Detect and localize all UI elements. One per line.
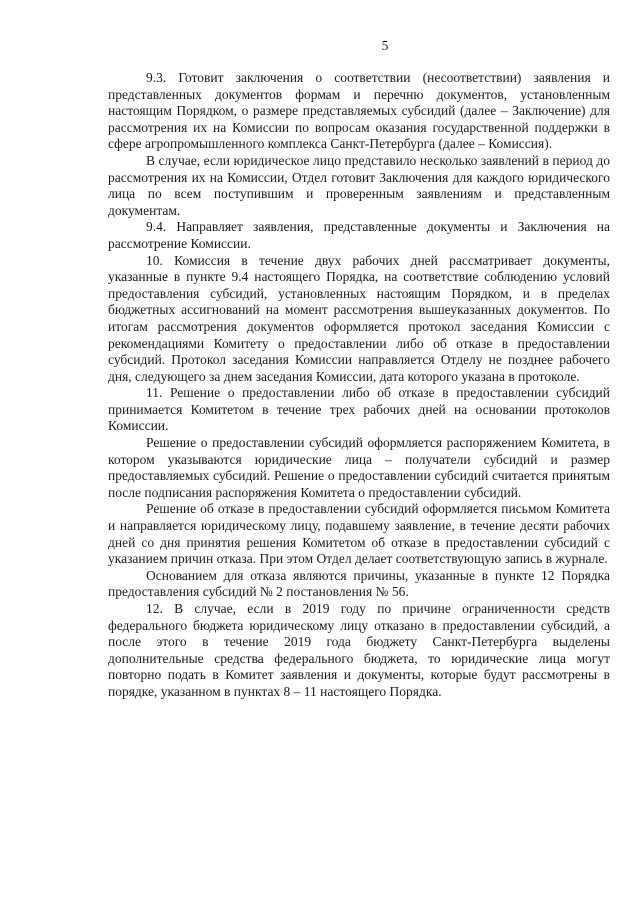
paragraph-refusal-grounds: Основанием для отказа являются причины, указанные в пункте 12 Порядка предоставления субсидий № 2 постановления № 56.	[108, 567, 610, 600]
paragraph-multiple-applications: В случае, если юридическое лицо представило несколько заявлений в период до рассмотрения их на Комиссии, Отдел готовит Заключения для каждого юридического лица по всем поступившим и проверенным заявлениям и представленным документам.	[108, 152, 610, 218]
paragraph-10: 10. Комиссия в течение двух рабочих дней рассматривает документы, указанные в пункте 9.4 настоящего Порядка, на соответствие соблюдению условий предоставления субсидий, установленных настоящим Порядком, и в пределах бюджетных ассигнований на момент рассмотрения вышеуказанных документов. По итогам рассмотрения документов оформляется протокол заседания Комиссии с рекомендациями Комитету о предоставлении либо об отказе в предоставлении субсидий. Протокол заседания Комиссии направляется Отделу не позднее рабочего дня, следующего за днем заседания Комиссии, дата которого указана в протоколе.	[108, 252, 610, 384]
page-number: 5	[381, 38, 389, 53]
paragraph-12: 12. В случае, если в 2019 году по причине ограниченности средств федерального бюджета юридическому лицу отказано в предоставлении субсидий, а после этого в течение 2019 года бюджету Санкт-Петербурга выделены дополнительные средства федерального бюджета, то юридические лица могут повторно подать в Комитет заявления и документы, которые будут рассмотрены в порядке, указанном в пунктах 8 – 11 настоящего Порядка.	[108, 601, 610, 699]
paragraph-9-4: 9.4. Направляет заявления, представленные документы и Заключения на рассмотрение Комиссии.	[108, 219, 610, 251]
paragraph-11: 11. Решение о предоставлении либо об отказе в предоставлении субсидий принимается Комитетом в течение трех рабочих дней на основании протоколов Комиссии.	[108, 385, 610, 434]
paragraph-9-3: 9.3. Готовит заключения о соответствии (несоответствии) заявления и представленных документов формам и перечню документов, установленным настоящим Порядком, о размере представляемых субсидий (далее – Заключение) для рассмотрения их на Комиссии по вопросам оказания государственной поддержки в сфере агропромышленного комплекса Санкт-Петербурга (далее – Комиссия).	[108, 70, 610, 152]
paragraph-refusal-decision: Решение об отказе в предоставлении субсидий оформляется письмом Комитета и направляется юридическому лицу, подавшему заявление, в течение десяти рабочих дней со дня принятия решения Комитетом об отказе в предоставлении субсидий с указанием причин отказа. При этом Отдел делает соответствующую запись в журнале.	[108, 501, 610, 567]
paragraph-grant-decision: Решение о предоставлении субсидий оформляется распоряжением Комитета, в котором указываются юридические лица – получатели субсидий и размер предоставляемых субсидий. Решение о предоставлении субсидий считается принятым после подписания распоряжения Комитета о предоставлении субсидий.	[108, 435, 610, 500]
